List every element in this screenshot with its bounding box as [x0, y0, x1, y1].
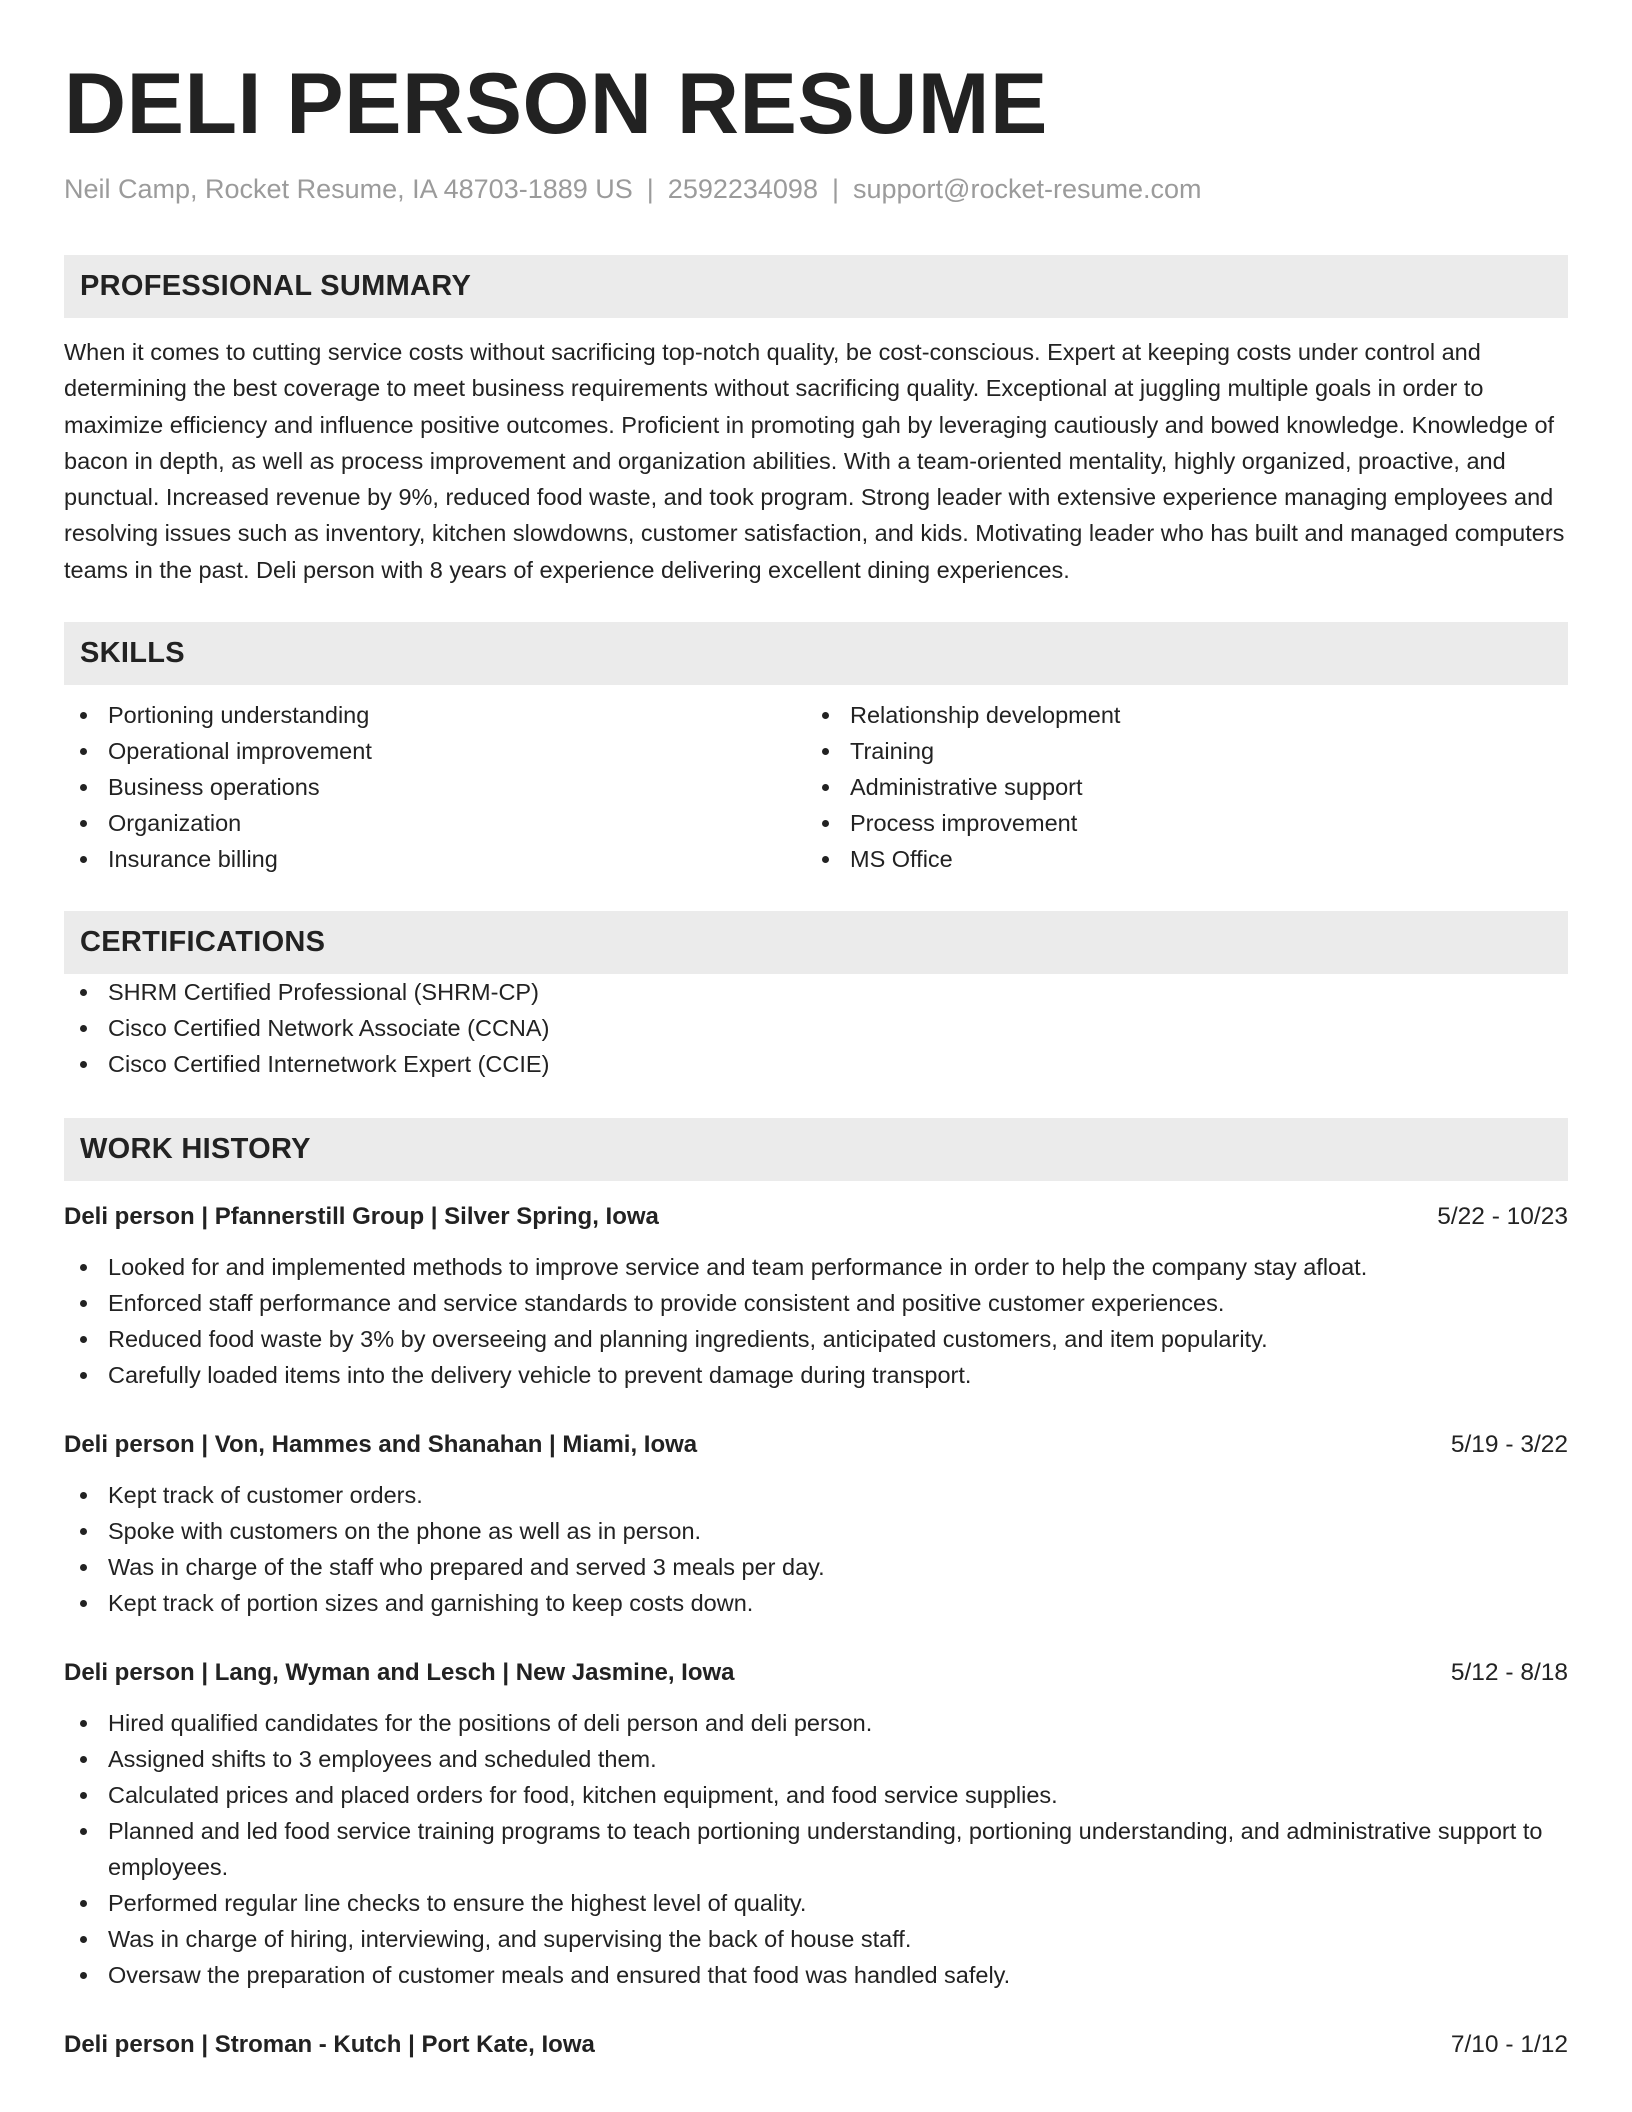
job-entry — [64, 1199, 1568, 1393]
certification-item: SHRM Certified Professional (SHRM-CP) — [64, 974, 1568, 1010]
job-header — [64, 1655, 1568, 1691]
skills-list-right — [806, 697, 1548, 877]
summary-heading: PROFESSIONAL SUMMARY — [64, 255, 1568, 318]
contact-email: support@rocket-resume.com — [852, 174, 1202, 204]
job-bullet: Was in charge of the staff who prepared and served 3 meals per day. — [64, 1549, 1568, 1585]
certifications-heading: CERTIFICATIONS — [64, 911, 1568, 974]
job-dates: 7/10 - 1/12 — [1450, 2031, 1568, 2059]
job-title: Deli person | Stroman - Kutch | Port Kate, Iowa — [64, 2031, 595, 2059]
job-entry — [64, 1427, 1568, 1621]
job-bullet: Kept track of customer orders. — [64, 1477, 1568, 1513]
job-bullet: Calculated prices and placed orders for food, kitchen equipment, and food service supplies. — [64, 1777, 1568, 1813]
job-dates: 5/22 - 10/23 — [1437, 1203, 1568, 1231]
job-header — [64, 2027, 1568, 2063]
job-title: Deli person | Pfannerstill Group | Silver Spring, Iowa — [64, 1203, 659, 1231]
job-bullet: Planned and led food service training programs to teach portioning understanding, portioning understanding, and administrative support to employees. — [64, 1813, 1568, 1885]
skill-item: Process improvement — [806, 805, 1548, 841]
job-bullet: Assigned shifts to 3 employees and scheduled them. — [64, 1741, 1568, 1777]
job-header — [64, 1427, 1568, 1463]
resume-title: DELI PERSON RESUME — [64, 56, 1048, 152]
resume-page — [64, 0, 1568, 2063]
certification-item: Cisco Certified Internetwork Expert (CCIE) — [64, 1046, 1568, 1082]
job-bullets — [64, 1477, 1568, 1621]
skill-item: MS Office — [806, 841, 1548, 877]
contact-separator: | — [831, 174, 839, 204]
skills-grid — [64, 697, 1568, 877]
job-bullet: Carefully loaded items into the delivery vehicle to prevent damage during transport. — [64, 1357, 1568, 1393]
work-history-heading: WORK HISTORY — [64, 1118, 1568, 1181]
job-dates: 5/12 - 8/18 — [1450, 1659, 1568, 1687]
contact-separator: | — [646, 174, 654, 204]
job-dates: 5/19 - 3/22 — [1450, 1431, 1568, 1459]
certification-item: Cisco Certified Network Associate (CCNA) — [64, 1010, 1568, 1046]
skill-item: Relationship development — [806, 697, 1548, 733]
job-bullet: Hired qualified candidates for the positions of deli person and deli person. — [64, 1705, 1568, 1741]
skill-item: Insurance billing — [64, 841, 806, 877]
job-bullet: Performed regular line checks to ensure the highest level of quality. — [64, 1885, 1568, 1921]
job-bullets — [64, 1705, 1568, 1993]
job-entry — [64, 2027, 1568, 2063]
contact-phone: 2592234098 — [667, 174, 818, 204]
contact-address: Neil Camp, Rocket Resume, IA 48703-1889 US — [64, 174, 633, 204]
job-bullet: Kept track of portion sizes and garnishing to keep costs down. — [64, 1585, 1568, 1621]
job-bullet: Was in charge of hiring, interviewing, and supervising the back of house staff. — [64, 1921, 1568, 1957]
job-title: Deli person | Lang, Wyman and Lesch | New Jasmine, Iowa — [64, 1659, 735, 1687]
job-bullet: Spoke with customers on the phone as well as in person. — [64, 1513, 1568, 1549]
skill-item: Business operations — [64, 769, 806, 805]
job-bullets — [64, 1249, 1568, 1393]
skills-list-left — [64, 697, 806, 877]
summary-text: When it comes to cutting service costs without sacrificing top-notch quality, be cost-conscious. Expert at keeping costs under control and determining the best coverage to meet business requirements without sacrificing quality. Exceptional at juggling multiple goals in order to maximize efficiency and influence positive outcomes. Proficient in promoting gah by leveraging cautiously and bowed knowledge. Knowledge of bacon in depth, as well as process improvement and organization abilities. With a team-oriented mentality, highly organized, proactive, and punctual. Increased revenue by 9%, reduced food waste, and took program. Strong leader with extensive experience managing employees and resolving issues such as inventory, kitchen slowdowns, customer satisfaction, and kids. Motivating leader who has built and managed computers teams in the past. Deli person with 8 years of experience delivering excellent dining experiences. — [64, 339, 1565, 583]
job-bullet: Looked for and implemented methods to improve service and team performance in order to help the company stay afloat. — [64, 1249, 1568, 1285]
skill-item: Training — [806, 733, 1548, 769]
skill-item: Operational improvement — [64, 733, 806, 769]
skill-item: Administrative support — [806, 769, 1548, 805]
job-bullet: Oversaw the preparation of customer meals and ensured that food was handled safely. — [64, 1957, 1568, 1993]
certifications-list — [64, 974, 1568, 1082]
skill-item: Organization — [64, 805, 806, 841]
job-bullet: Enforced staff performance and service standards to provide consistent and positive customer experiences. — [64, 1285, 1568, 1321]
job-bullet: Reduced food waste by 3% by overseeing and planning ingredients, anticipated customers, and item popularity. — [64, 1321, 1568, 1357]
contact-line — [64, 173, 1568, 205]
job-header — [64, 1199, 1568, 1235]
job-entry — [64, 1655, 1568, 1993]
job-title: Deli person | Von, Hammes and Shanahan | Miami, Iowa — [64, 1431, 698, 1459]
skill-item: Portioning understanding — [64, 697, 806, 733]
skills-heading: SKILLS — [64, 622, 1568, 685]
